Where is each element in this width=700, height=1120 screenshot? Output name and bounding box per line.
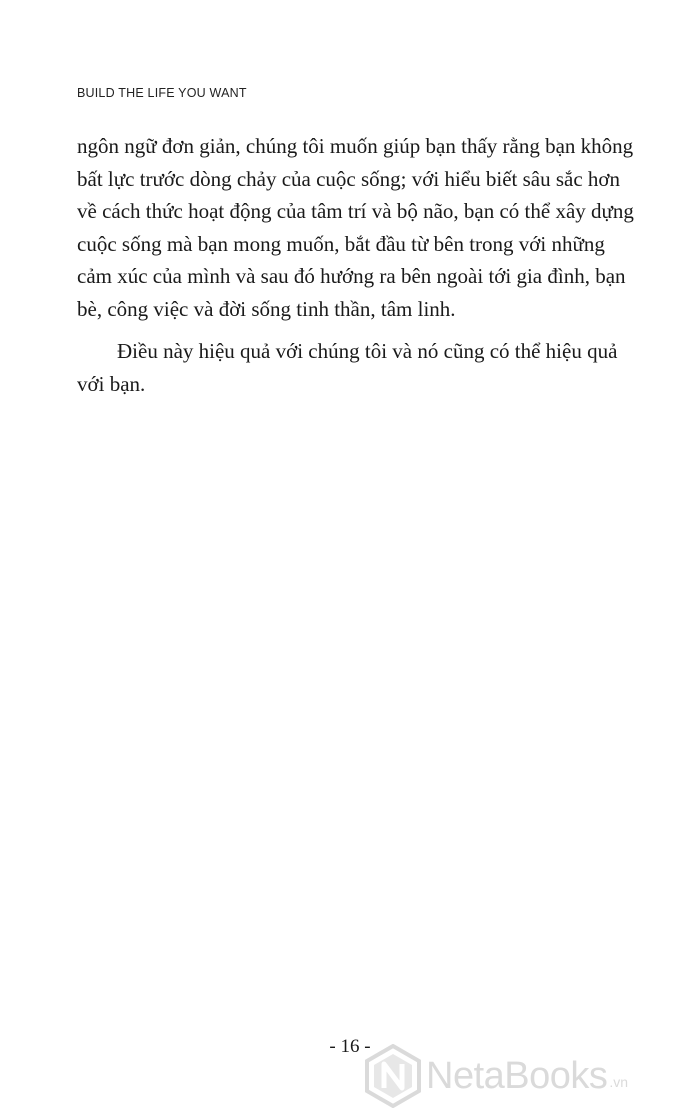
page-number: - 16 - bbox=[329, 1036, 371, 1057]
running-header: BUILD THE LIFE YOU WANT bbox=[77, 86, 247, 100]
paragraph-2 bbox=[77, 335, 637, 400]
text-line: cuộc sống mà bạn mong muốn, bắt đầu từ bên trong với những bbox=[77, 231, 605, 256]
watermark bbox=[364, 1044, 628, 1108]
text-line: ngôn ngữ đơn giản, chúng tôi muốn giúp bạn thấy rằng bạn không bbox=[77, 134, 634, 158]
netabooks-logo-icon bbox=[364, 1044, 422, 1108]
text-line: về cách thức hoạt động của tâm trí và bộ não, bạn có thể xây dựng bbox=[77, 199, 634, 223]
text-line: Điều này hiệu quả với chúng tôi và nó cũng có thể hiệu quả bbox=[117, 339, 618, 363]
text-line: bất lực trước dòng chảy của cuộc sống; với hiểu biết sâu sắc hơn bbox=[77, 166, 621, 191]
watermark-suffix: .vn bbox=[609, 1074, 629, 1090]
text-line: với bạn. bbox=[77, 371, 146, 396]
body-text bbox=[77, 130, 637, 400]
text-line: cảm xúc của mình và sau đó hướng ra bên ngoài tới gia đình, bạn bbox=[77, 264, 626, 288]
text-line: bè, công việc và đời sống tinh thần, tâm linh. bbox=[77, 296, 456, 321]
paragraph-1 bbox=[77, 130, 637, 325]
watermark-brand: NetaBooks bbox=[426, 1054, 608, 1097]
